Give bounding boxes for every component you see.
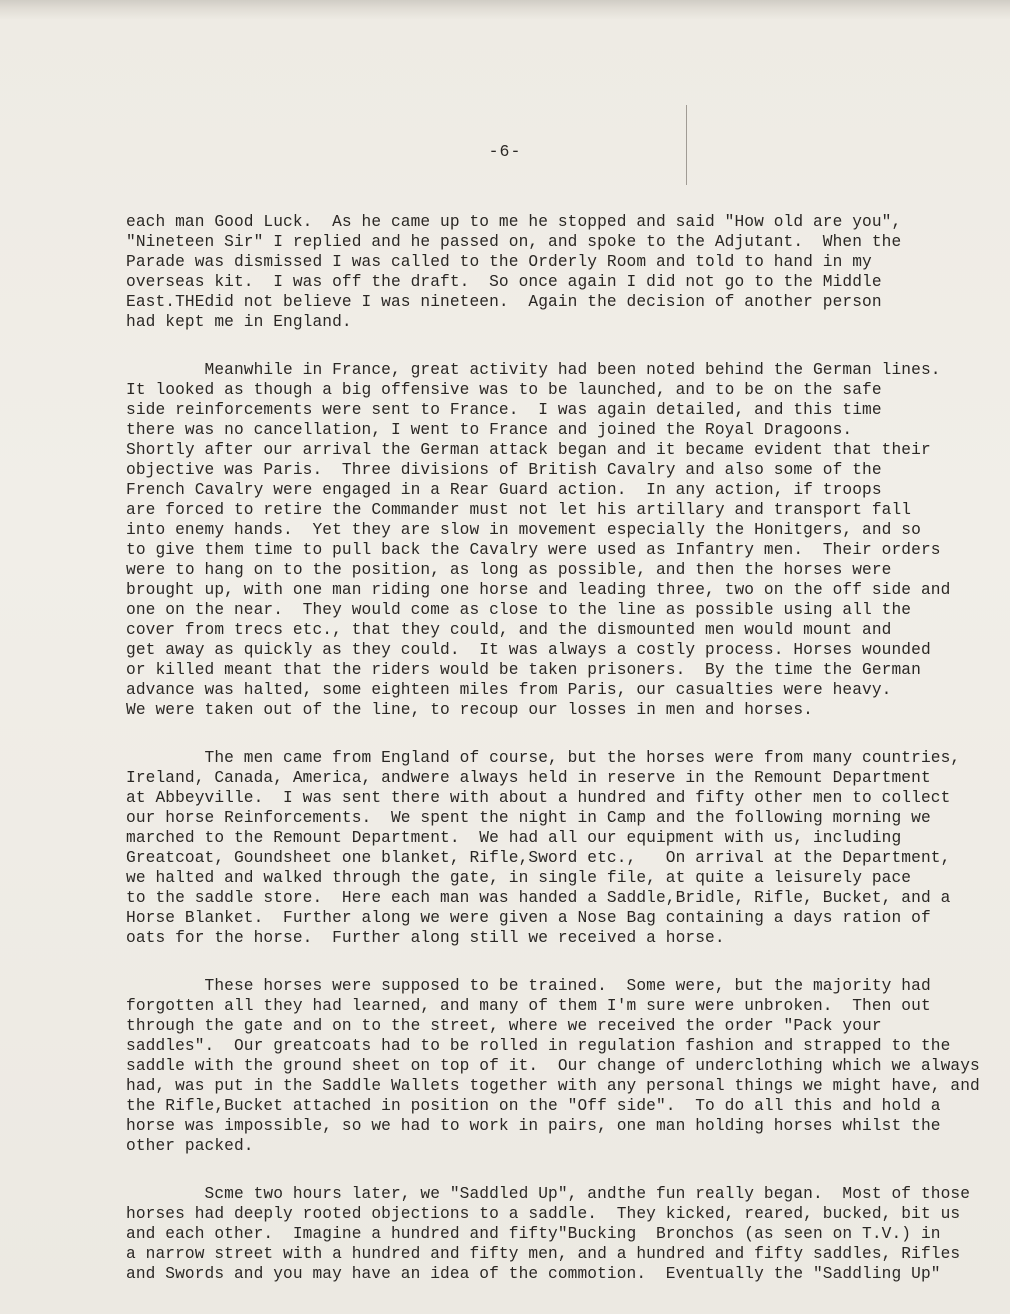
text-line: a narrow street with a hundred and fifty men, and a hundred and fifty saddles, Rifles xyxy=(126,1245,961,1263)
text-line: It looked as though a big offensive was to be launched, and to be on the safe xyxy=(126,381,882,399)
text-line: oats for the horse. Further along still we received a horse. xyxy=(126,929,725,947)
page-number: -6- xyxy=(488,142,522,161)
text-line: Ireland, Canada, America, andwere always held in reserve in the Remount Department xyxy=(126,769,931,787)
text-line: overseas kit. I was off the draft. So once again I did not go to the Middle xyxy=(126,273,882,291)
text-line: had, was put in the Saddle Wallets together with any personal things we might have, and xyxy=(126,1077,980,1095)
text-line: into enemy hands. Yet they are slow in movement especially the Honitgers, and so xyxy=(126,521,921,539)
text-line: had kept me in England. xyxy=(126,313,352,331)
text-line: through the gate and on to the street, where we received the order "Pack your xyxy=(126,1017,882,1035)
text-line: These horses were supposed to be trained. Some were, but the majority had xyxy=(126,977,931,995)
text-line: cover from trecs etc., that they could, and the dismounted men would mount and xyxy=(126,621,892,639)
text-line: our horse Reinforcements. We spent the night in Camp and the following morning we xyxy=(126,809,931,827)
text-line: or killed meant that the riders would be taken prisoners. By the time the German xyxy=(126,661,921,679)
paper-top-edge xyxy=(0,0,1010,20)
text-line: Greatcoat, Goundsheet one blanket, Rifle,Sword etc., On arrival at the Department, xyxy=(126,849,951,867)
text-line: other packed. xyxy=(126,1137,254,1155)
text-line: horse was impossible, so we had to work in pairs, one man holding horses whilst the xyxy=(126,1117,941,1135)
text-line: Parade was dismissed I was called to the Orderly Room and told to hand in my xyxy=(126,253,872,271)
text-line: forgotten all they had learned, and many of them I'm sure were unbroken. Then out xyxy=(126,997,931,1015)
text-line: brought up, with one man riding one horse and leading three, two on the off side and xyxy=(126,581,951,599)
text-line: Shortly after our arrival the German attack began and it became evident that their xyxy=(126,441,931,459)
text-line: saddle with the ground sheet on top of it. Our change of underclothing which we always xyxy=(126,1057,980,1075)
text-line: East.THEdid not believe I was nineteen. Again the decision of another person xyxy=(126,293,882,311)
text-line: there was no cancellation, I went to France and joined the Royal Dragoons. xyxy=(126,421,853,439)
text-line: were to hang on to the position, as long as possible, and then the horses were xyxy=(126,561,892,579)
text-line: side reinforcements were sent to France. I was again detailed, and this time xyxy=(126,401,882,419)
text-line: marched to the Remount Department. We had all our equipment with us, including xyxy=(126,829,902,847)
text-line: each man Good Luck. As he came up to me he stopped and said "How old are you", xyxy=(126,213,902,231)
text-line: to the saddle store. Here each man was handed a Saddle,Bridle, Rifle, Bucket, and a xyxy=(126,889,951,907)
text-line: objective was Paris. Three divisions of British Cavalry and also some of the xyxy=(126,461,882,479)
text-line: "Nineteen Sir" I replied and he passed on, and spoke to the Adjutant. When the xyxy=(126,233,902,251)
text-line: The men came from England of course, but the horses were from many countries, xyxy=(126,749,961,767)
text-line: the Rifle,Bucket attached in position on the "Off side". To do all this and hold a xyxy=(126,1097,941,1115)
text-line: saddles". Our greatcoats had to be rolled in regulation fashion and strapped to the xyxy=(126,1037,951,1055)
text-line: Meanwhile in France, great activity had been noted behind the German lines. xyxy=(126,361,941,379)
text-line: get away as quickly as they could. It was always a costly process. Horses wounded xyxy=(126,641,931,659)
text-line: French Cavalry were engaged in a Rear Guard action. In any action, if troops xyxy=(126,481,882,499)
text-line: horses had deeply rooted objections to a saddle. They kicked, reared, bucked, bit us xyxy=(126,1205,961,1223)
text-line: Scme two hours later, we "Saddled Up", andthe fun really began. Most of those xyxy=(126,1185,971,1203)
text-line: at Abbeyville. I was sent there with about a hundred and fifty other men to collect xyxy=(126,789,951,807)
text-line: We were taken out of the line, to recoup our losses in men and horses. xyxy=(126,701,813,719)
text-line: and Swords and you may have an idea of the commotion. Eventually the "Saddling Up" xyxy=(126,1265,941,1283)
text-line: to give them time to pull back the Cavalry were used as Infantry men. Their orders xyxy=(126,541,941,559)
text-line: Horse Blanket. Further along we were given a Nose Bag containing a days ration of xyxy=(126,909,931,927)
text-line: advance was halted, some eighteen miles from Paris, our casualties were heavy. xyxy=(126,681,892,699)
text-line: and each other. Imagine a hundred and fifty"Bucking Bronchos (as seen on T.V.) in xyxy=(126,1225,941,1243)
text-line: we halted and walked through the gate, in single file, at quite a leisurely pace xyxy=(126,869,912,887)
text-line: one on the near. They would come as close to the line as possible using all the xyxy=(126,601,912,619)
text-line: are forced to retire the Commander must not let his artillary and transport fall xyxy=(126,501,912,519)
